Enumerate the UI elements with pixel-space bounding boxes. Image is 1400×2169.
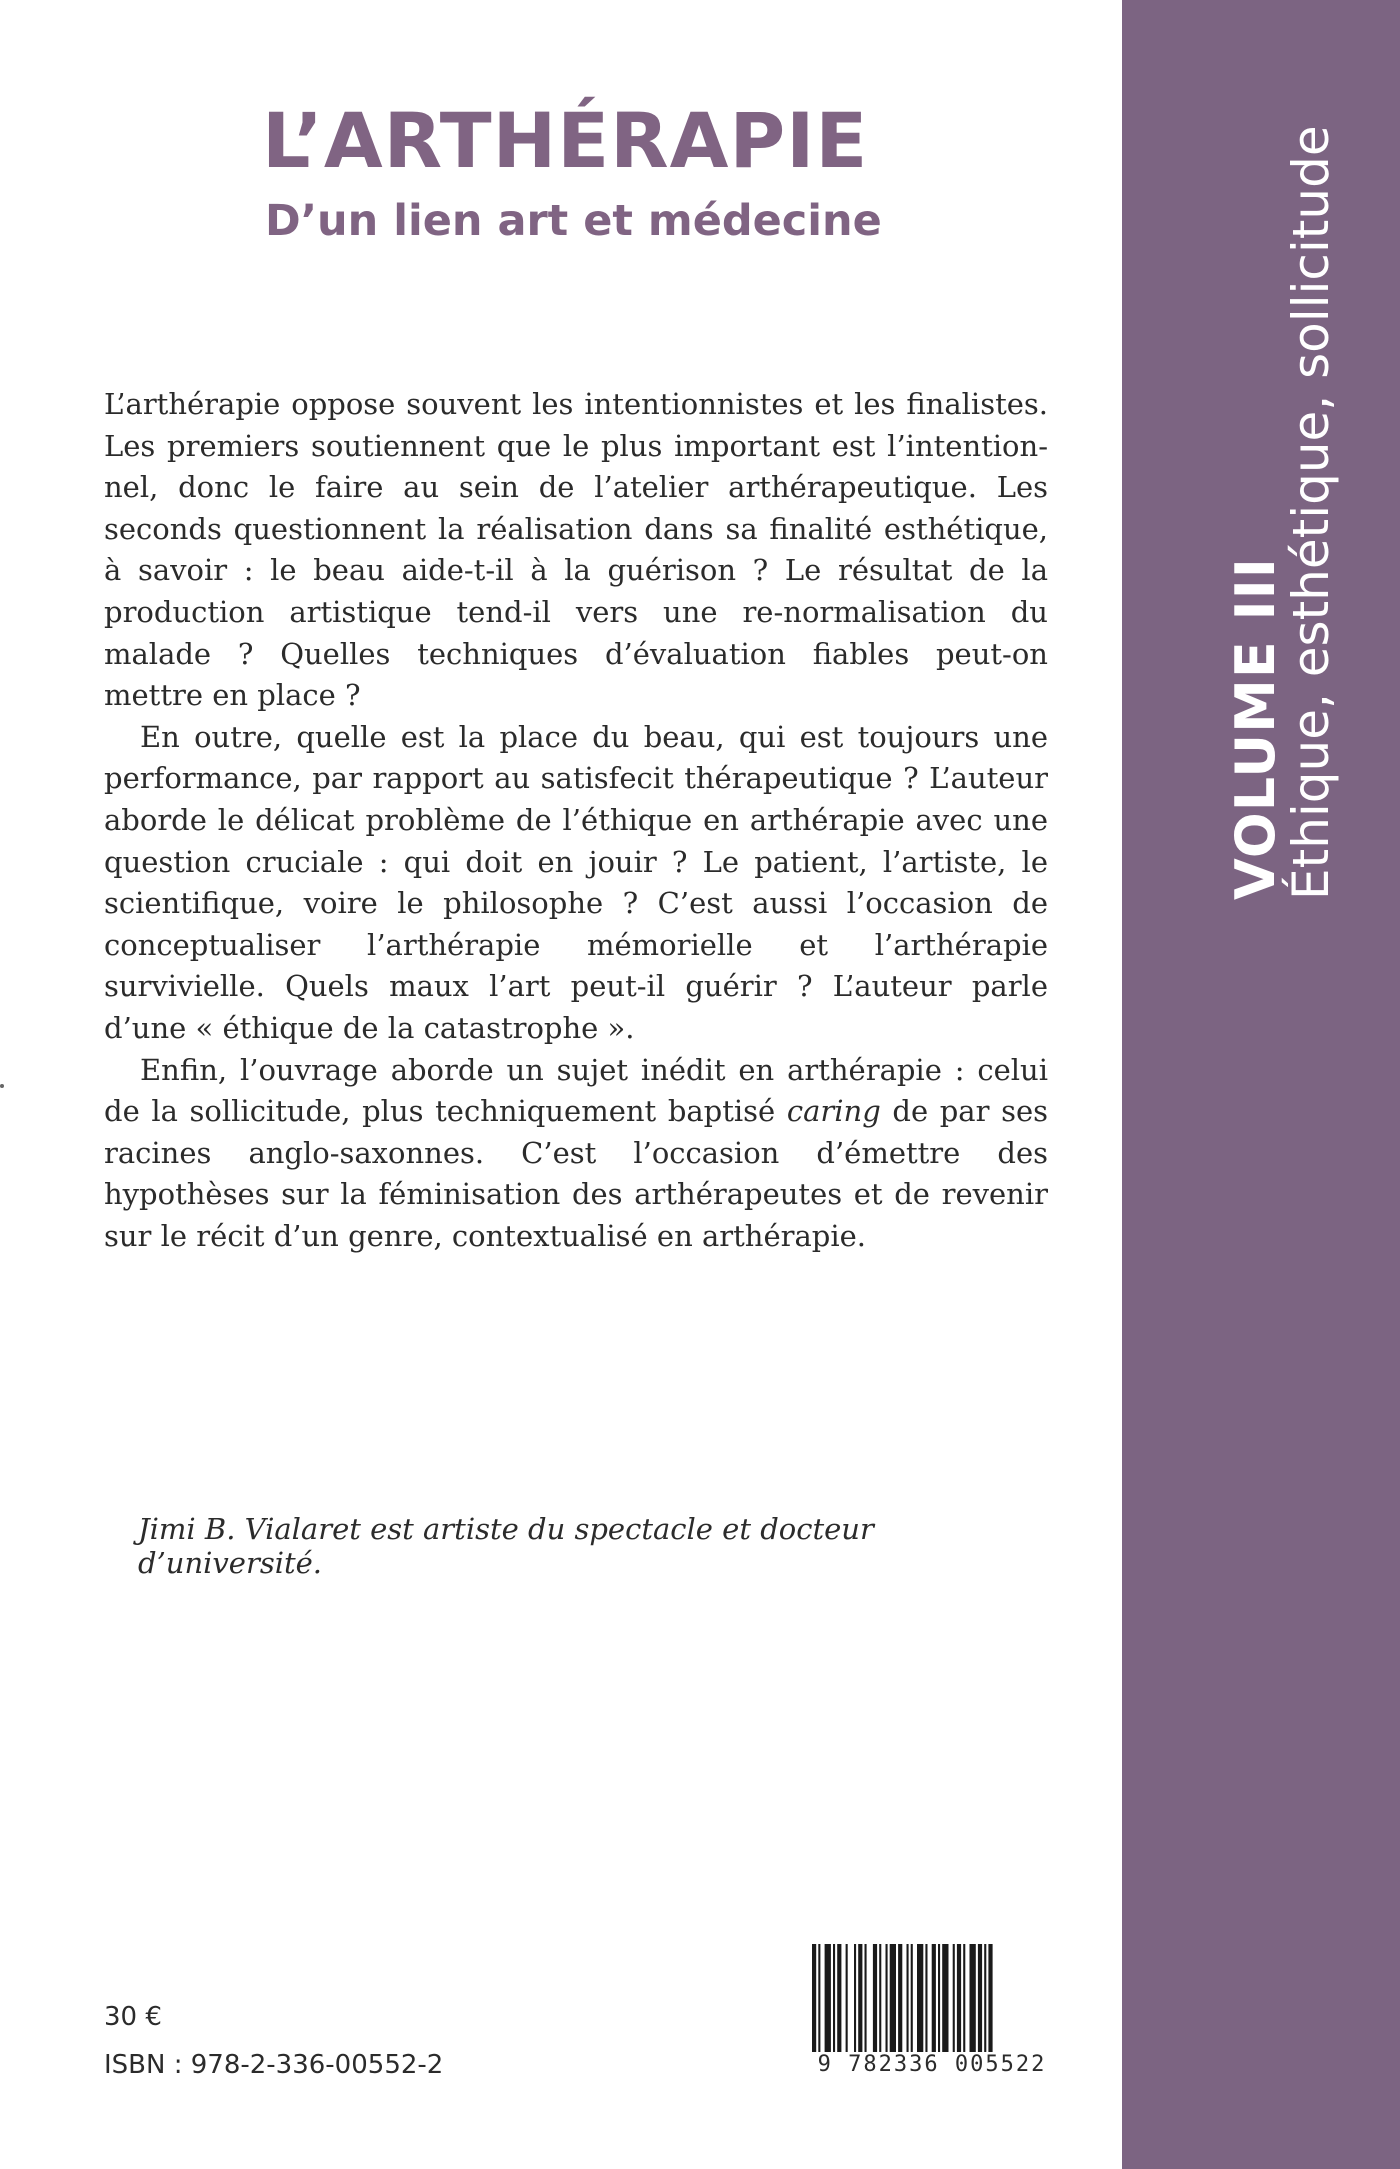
barcode-bar [873,1944,877,2056]
barcode-bar [890,1944,896,2056]
barcode-digits: 9 782336 005522 [808,2052,1056,2077]
barcode-bar [865,1944,867,2056]
barcode-bar [963,1944,965,2056]
blurb-paragraph-3-start: Enfin, l’ouvrage aborde un sujet inédit en arthérapie : celui de la sollicitude, plus techniquement baptisé [104,1052,1048,1129]
spine-text [1224,80,1340,900]
barcode-bar [978,1944,982,2056]
barcode-bar [970,1944,976,2056]
isbn: ISBN : 978-2-336-00552-2 [104,2050,444,2080]
barcode-bar [957,1944,961,2056]
barcode-bar [907,1944,909,2056]
margin-mark [0,1084,4,1088]
barcode-bar [988,1944,992,2056]
barcode-bar [812,1944,816,2056]
barcode-bar [846,1944,848,2056]
barcode-bar [818,1944,820,2056]
blurb-paragraph-3 [104,1050,1048,1258]
blurb-paragraph-3-end: de par ses racines anglo-saxonnes. C’est l’occasion d’émettre des hypothèses sur la féminisation des arthérapeutes et de revenir sur le récit d’un genre, contextualisé en arthérapie. [104,1094,1048,1253]
barcode-bar [825,1944,831,2056]
barcode-bar [879,1944,881,2056]
barcode-bar [911,1944,913,2056]
barcode-bar [898,1944,902,2056]
author-note: Jimi B. Vialaret est artiste du spectacle et docteur d’université. [138,1512,874,1580]
barcode-bar [932,1944,936,2056]
barcode [808,1944,1056,2094]
barcode-bar [938,1944,940,2056]
barcode-bar [837,1944,841,2056]
barcode-bar [833,1944,835,2056]
blurb [104,384,1048,1257]
blurb-italic-term: caring [786,1094,881,1129]
book-subtitle: D’un lien art et médecine [265,196,882,246]
blurb-paragraph-2: En outre, quelle est la place du beau, qui est toujours une performance, par rapport au satisfecit thérapeutique ? L’auteur aborde le délicat problème de l’éthique en arthérapie avec une question cruciale : qui doit en jouir ? Le patient, l’artiste, le scientifique, voire le philosophe ? C’est aussi l’occasion de conceptualiser l’arthérapie mémorielle et l’arthérapie survivielle. Quels maux l’art peut-il guérir ? L’auteur parle d’une « éthique de la catastrophe ». [104,719,1048,1045]
barcode-bar [984,1944,986,2056]
barcode-bar [886,1944,888,2056]
blurb-paragraph-1: L’arthérapie oppose souvent les intentionnistes et les finalistes. Les premiers soutiennent que le plus important est l’intentionnel, donc le faire au sein de l’atelier arthérapeutique. Les seconds questionnent la réalisation dans sa finalité esthétique, à savoir : le beau aide-t-il à la guérison ? Le résultat de la production artistique tend-il vers une re-normalisation du malade ? Quelles techniques d’évaluation fiables peut-on mettre en place ? [104,387,1048,713]
spine-subtitle: Éthique, esthétique, sollicitude [1281,125,1340,900]
barcode-bar [854,1944,856,2056]
book-title: L’ARTHÉRAPIE [262,96,869,185]
barcode-bars [808,1944,1056,2056]
price: 30 € [104,2002,162,2032]
spine-volume: VOLUME III [1224,557,1287,900]
barcode-bar [942,1944,948,2056]
barcode-bar [917,1944,923,2056]
barcode-bar [858,1944,862,2056]
barcode-bar [953,1944,955,2056]
barcode-bar [925,1944,927,2056]
